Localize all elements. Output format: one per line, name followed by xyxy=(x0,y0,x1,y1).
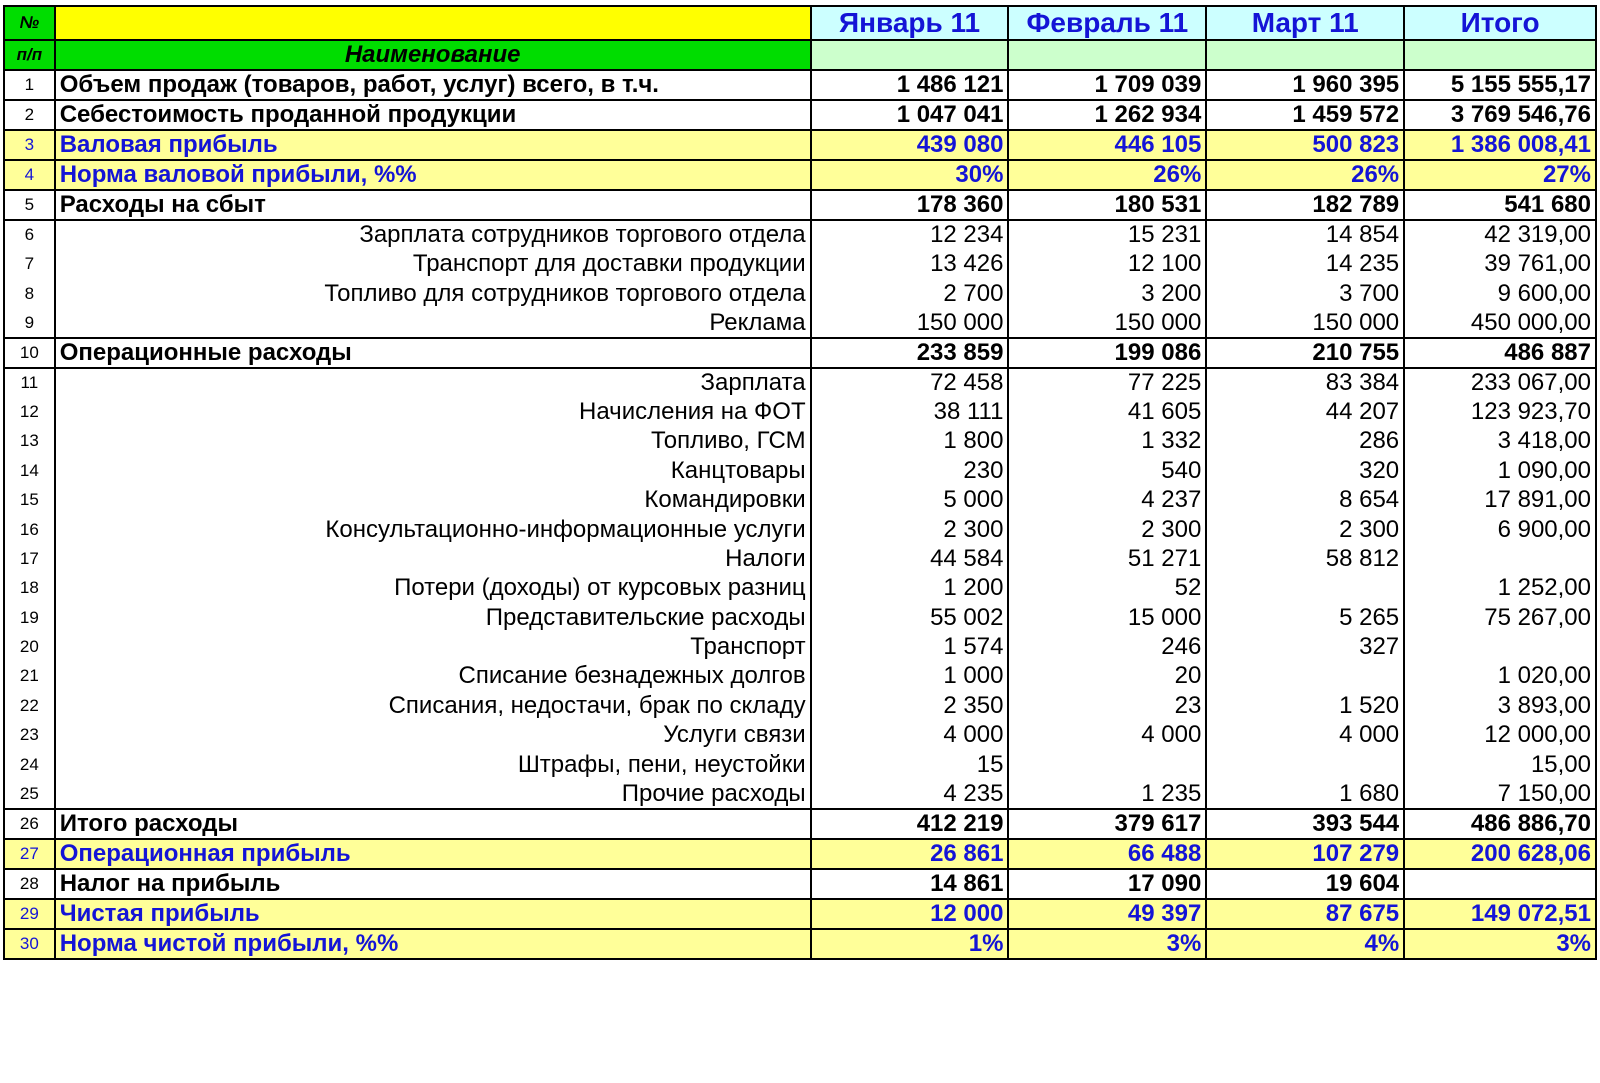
value-total[interactable]: 3 893,00 xyxy=(1404,691,1596,720)
row-name[interactable]: Чистая прибыль xyxy=(55,899,811,929)
value-feb[interactable]: 4 000 xyxy=(1008,721,1206,750)
row-name[interactable]: Начисления на ФОТ xyxy=(55,397,811,426)
row-name[interactable]: Топливо, ГСМ xyxy=(55,427,811,456)
row-number[interactable]: 28 xyxy=(4,869,55,899)
row-name[interactable]: Операционные расходы xyxy=(55,338,811,368)
row-number[interactable]: 15 xyxy=(4,485,55,514)
value-jan[interactable]: 439 080 xyxy=(811,130,1009,160)
row-name[interactable]: Зарплата сотрудников торгового отдела xyxy=(55,220,811,250)
value-feb[interactable]: 52 xyxy=(1008,574,1206,603)
table-row xyxy=(4,160,1596,190)
row-name[interactable]: Валовая прибыль xyxy=(55,130,811,160)
num-header-top[interactable]: № xyxy=(4,6,55,40)
row-number[interactable]: 14 xyxy=(4,456,55,485)
row-name[interactable]: Расходы на сбыт xyxy=(55,190,811,220)
value-total[interactable]: 9 600,00 xyxy=(1404,279,1596,308)
value-mar[interactable]: 4% xyxy=(1206,929,1404,959)
value-feb[interactable]: 446 105 xyxy=(1008,130,1206,160)
row-name[interactable]: Норма валовой прибыли, %% xyxy=(55,160,811,190)
row-name[interactable]: Прочие расходы xyxy=(55,779,811,809)
value-feb[interactable]: 4 237 xyxy=(1008,485,1206,514)
table-row xyxy=(4,190,1596,220)
row-number[interactable]: 18 xyxy=(4,574,55,603)
table-row xyxy=(4,632,1596,661)
row-number[interactable]: 1 xyxy=(4,70,55,100)
row-name[interactable]: Списания, недостачи, брак по складу xyxy=(55,691,811,720)
value-total[interactable]: 233 067,00 xyxy=(1404,368,1596,398)
value-mar[interactable]: 286 xyxy=(1206,427,1404,456)
value-mar[interactable]: 8 654 xyxy=(1206,485,1404,514)
value-total[interactable]: 6 900,00 xyxy=(1404,515,1596,544)
row-name[interactable]: Консультационно-информационные услуги xyxy=(55,515,811,544)
value-total[interactable]: 42 319,00 xyxy=(1404,220,1596,250)
row-number[interactable]: 2 xyxy=(4,100,55,130)
value-jan[interactable]: 13 426 xyxy=(811,250,1009,279)
table-row xyxy=(4,899,1596,929)
value-mar[interactable]: 19 604 xyxy=(1206,869,1404,899)
row-number[interactable]: 6 xyxy=(4,220,55,250)
value-feb[interactable]: 15 231 xyxy=(1008,220,1206,250)
value-jan[interactable]: 1 047 041 xyxy=(811,100,1009,130)
row-name[interactable]: Итого расходы xyxy=(55,809,811,839)
row-number[interactable]: 7 xyxy=(4,250,55,279)
row-number[interactable]: 4 xyxy=(4,160,55,190)
row-name[interactable]: Списание безнадежных долгов xyxy=(55,662,811,691)
value-mar[interactable]: 83 384 xyxy=(1206,368,1404,398)
value-feb[interactable]: 540 xyxy=(1008,456,1206,485)
table-row xyxy=(4,397,1596,426)
row-number[interactable]: 22 xyxy=(4,691,55,720)
table-row xyxy=(4,662,1596,691)
value-mar[interactable]: 44 207 xyxy=(1206,397,1404,426)
value-mar[interactable]: 1 680 xyxy=(1206,779,1404,809)
value-total[interactable]: 3% xyxy=(1404,929,1596,959)
value-jan[interactable]: 2 700 xyxy=(811,279,1009,308)
value-feb[interactable]: 23 xyxy=(1008,691,1206,720)
row-name[interactable]: Налоги xyxy=(55,544,811,573)
value-total[interactable]: 486 886,70 xyxy=(1404,809,1596,839)
row-number[interactable]: 11 xyxy=(4,368,55,398)
value-feb[interactable]: 150 000 xyxy=(1008,308,1206,338)
value-total[interactable]: 15,00 xyxy=(1404,750,1596,779)
row-name[interactable]: Транспорт для доставки продукции xyxy=(55,250,811,279)
value-total[interactable]: 3 769 546,76 xyxy=(1404,100,1596,130)
table-row xyxy=(4,574,1596,603)
value-mar[interactable]: 14 854 xyxy=(1206,220,1404,250)
row-number[interactable]: 5 xyxy=(4,190,55,220)
row-name[interactable]: Операционная прибыль xyxy=(55,839,811,869)
row-name[interactable]: Себестоимость проданной продукции xyxy=(55,100,811,130)
value-jan[interactable]: 1 000 xyxy=(811,662,1009,691)
value-feb[interactable]: 246 xyxy=(1008,632,1206,661)
row-name[interactable]: Норма чистой прибыли, %% xyxy=(55,929,811,959)
name-header[interactable]: Наименование xyxy=(55,40,811,70)
row-number[interactable]: 23 xyxy=(4,721,55,750)
value-jan[interactable]: 1 200 xyxy=(811,574,1009,603)
month-subheader-mar[interactable] xyxy=(1206,40,1404,70)
table-row xyxy=(4,70,1596,100)
row-name[interactable]: Канцтовары xyxy=(55,456,811,485)
value-jan[interactable]: 30% xyxy=(811,160,1009,190)
row-number[interactable]: 3 xyxy=(4,130,55,160)
value-mar[interactable]: 58 812 xyxy=(1206,544,1404,573)
row-number[interactable]: 29 xyxy=(4,899,55,929)
month-header-feb[interactable]: Февраль 11 xyxy=(1008,6,1206,40)
value-feb[interactable]: 3% xyxy=(1008,929,1206,959)
value-mar[interactable]: 1 459 572 xyxy=(1206,100,1404,130)
name-header-top[interactable] xyxy=(55,6,811,40)
value-total[interactable]: 27% xyxy=(1404,160,1596,190)
row-name[interactable]: Транспорт xyxy=(55,632,811,661)
table-row xyxy=(4,368,1596,398)
row-number[interactable]: 13 xyxy=(4,427,55,456)
table-row xyxy=(4,869,1596,899)
month-header-mar[interactable]: Март 11 xyxy=(1206,6,1404,40)
table-row xyxy=(4,515,1596,544)
row-number[interactable]: 10 xyxy=(4,338,55,368)
table-row xyxy=(4,691,1596,720)
row-number[interactable]: 24 xyxy=(4,750,55,779)
row-number[interactable]: 17 xyxy=(4,544,55,573)
value-total[interactable]: 3 418,00 xyxy=(1404,427,1596,456)
table-row xyxy=(4,809,1596,839)
value-jan[interactable]: 4 000 xyxy=(811,721,1009,750)
value-feb[interactable] xyxy=(1008,750,1206,779)
row-number[interactable]: 20 xyxy=(4,632,55,661)
total-subheader[interactable] xyxy=(1404,40,1596,70)
value-mar[interactable] xyxy=(1206,750,1404,779)
value-total[interactable]: 17 891,00 xyxy=(1404,485,1596,514)
value-feb[interactable]: 26% xyxy=(1008,160,1206,190)
value-mar[interactable]: 1 520 xyxy=(1206,691,1404,720)
table-row xyxy=(4,603,1596,632)
value-total[interactable]: 1 252,00 xyxy=(1404,574,1596,603)
value-jan[interactable]: 5 000 xyxy=(811,485,1009,514)
value-total[interactable]: 486 887 xyxy=(1404,338,1596,368)
table-row xyxy=(4,130,1596,160)
row-number[interactable]: 8 xyxy=(4,279,55,308)
row-number[interactable]: 21 xyxy=(4,662,55,691)
value-feb[interactable]: 1 332 xyxy=(1008,427,1206,456)
row-number[interactable]: 26 xyxy=(4,809,55,839)
value-total[interactable] xyxy=(1404,544,1596,573)
value-jan[interactable]: 1 800 xyxy=(811,427,1009,456)
value-feb[interactable]: 51 271 xyxy=(1008,544,1206,573)
value-mar[interactable]: 107 279 xyxy=(1206,839,1404,869)
value-feb[interactable]: 20 xyxy=(1008,662,1206,691)
table-row xyxy=(4,721,1596,750)
header-row-top xyxy=(4,6,1596,40)
value-total[interactable]: 12 000,00 xyxy=(1404,721,1596,750)
value-jan[interactable]: 26 861 xyxy=(811,839,1009,869)
row-number[interactable]: 16 xyxy=(4,515,55,544)
value-feb[interactable]: 199 086 xyxy=(1008,338,1206,368)
row-number[interactable]: 30 xyxy=(4,929,55,959)
value-mar[interactable]: 393 544 xyxy=(1206,809,1404,839)
value-jan[interactable]: 2 350 xyxy=(811,691,1009,720)
value-mar[interactable] xyxy=(1206,574,1404,603)
value-jan[interactable]: 12 000 xyxy=(811,899,1009,929)
value-total[interactable]: 1 020,00 xyxy=(1404,662,1596,691)
value-mar[interactable]: 26% xyxy=(1206,160,1404,190)
num-header-bottom[interactable]: п/п xyxy=(4,40,55,70)
row-number[interactable]: 19 xyxy=(4,603,55,632)
header-row-bottom xyxy=(4,40,1596,70)
value-mar[interactable]: 150 000 xyxy=(1206,308,1404,338)
value-mar[interactable]: 3 700 xyxy=(1206,279,1404,308)
row-number[interactable]: 25 xyxy=(4,779,55,809)
value-feb[interactable]: 41 605 xyxy=(1008,397,1206,426)
value-total[interactable]: 123 923,70 xyxy=(1404,397,1596,426)
value-total[interactable]: 541 680 xyxy=(1404,190,1596,220)
value-total[interactable]: 5 155 555,17 xyxy=(1404,70,1596,100)
value-mar[interactable]: 327 xyxy=(1206,632,1404,661)
row-name[interactable]: Реклама xyxy=(55,308,811,338)
value-mar[interactable]: 2 300 xyxy=(1206,515,1404,544)
table-row xyxy=(4,338,1596,368)
total-header[interactable]: Итого xyxy=(1404,6,1596,40)
table-row xyxy=(4,220,1596,250)
value-jan[interactable]: 1 486 121 xyxy=(811,70,1009,100)
table-row xyxy=(4,427,1596,456)
table-row xyxy=(4,544,1596,573)
value-feb[interactable]: 12 100 xyxy=(1008,250,1206,279)
value-jan[interactable]: 150 000 xyxy=(811,308,1009,338)
value-jan[interactable]: 412 219 xyxy=(811,809,1009,839)
value-feb[interactable]: 180 531 xyxy=(1008,190,1206,220)
value-feb[interactable]: 1 709 039 xyxy=(1008,70,1206,100)
value-jan[interactable]: 14 861 xyxy=(811,869,1009,899)
table-row xyxy=(4,929,1596,959)
value-jan[interactable]: 72 458 xyxy=(811,368,1009,398)
month-subheader-feb[interactable] xyxy=(1008,40,1206,70)
value-feb[interactable]: 3 200 xyxy=(1008,279,1206,308)
value-feb[interactable]: 17 090 xyxy=(1008,869,1206,899)
value-jan[interactable]: 2 300 xyxy=(811,515,1009,544)
value-feb[interactable]: 1 235 xyxy=(1008,779,1206,809)
value-jan[interactable]: 1% xyxy=(811,929,1009,959)
table-row xyxy=(4,779,1596,809)
table-row xyxy=(4,839,1596,869)
value-jan[interactable]: 233 859 xyxy=(811,338,1009,368)
row-name[interactable]: Услуги связи xyxy=(55,721,811,750)
value-jan[interactable]: 4 235 xyxy=(811,779,1009,809)
value-total[interactable]: 450 000,00 xyxy=(1404,308,1596,338)
table-row xyxy=(4,485,1596,514)
value-feb[interactable]: 1 262 934 xyxy=(1008,100,1206,130)
value-mar[interactable]: 14 235 xyxy=(1206,250,1404,279)
row-name[interactable]: Представительские расходы xyxy=(55,603,811,632)
table-row xyxy=(4,100,1596,130)
value-jan[interactable]: 12 234 xyxy=(811,220,1009,250)
value-mar[interactable]: 4 000 xyxy=(1206,721,1404,750)
value-total[interactable]: 1 386 008,41 xyxy=(1404,130,1596,160)
value-jan[interactable]: 1 574 xyxy=(811,632,1009,661)
value-mar[interactable]: 5 265 xyxy=(1206,603,1404,632)
report-table xyxy=(3,5,1597,960)
table-row xyxy=(4,250,1596,279)
value-total[interactable] xyxy=(1404,869,1596,899)
table-row xyxy=(4,456,1596,485)
row-number[interactable]: 9 xyxy=(4,308,55,338)
value-total[interactable]: 7 150,00 xyxy=(1404,779,1596,809)
value-feb[interactable]: 66 488 xyxy=(1008,839,1206,869)
row-number[interactable]: 12 xyxy=(4,397,55,426)
row-name[interactable]: Командировки xyxy=(55,485,811,514)
row-name[interactable]: Штрафы, пени, неустойки xyxy=(55,750,811,779)
value-mar[interactable]: 500 823 xyxy=(1206,130,1404,160)
value-total[interactable]: 200 628,06 xyxy=(1404,839,1596,869)
row-name[interactable]: Топливо для сотрудников торгового отдела xyxy=(55,279,811,308)
value-total[interactable]: 149 072,51 xyxy=(1404,899,1596,929)
value-total[interactable]: 39 761,00 xyxy=(1404,250,1596,279)
row-name[interactable]: Налог на прибыль xyxy=(55,869,811,899)
table-row xyxy=(4,308,1596,338)
value-jan[interactable]: 38 111 xyxy=(811,397,1009,426)
value-jan[interactable]: 15 xyxy=(811,750,1009,779)
value-feb[interactable]: 379 617 xyxy=(1008,809,1206,839)
value-feb[interactable]: 49 397 xyxy=(1008,899,1206,929)
value-total[interactable] xyxy=(1404,632,1596,661)
row-number[interactable]: 27 xyxy=(4,839,55,869)
value-jan[interactable]: 44 584 xyxy=(811,544,1009,573)
month-header-jan[interactable]: Январь 11 xyxy=(811,6,1009,40)
value-jan[interactable]: 230 xyxy=(811,456,1009,485)
value-total[interactable]: 1 090,00 xyxy=(1404,456,1596,485)
value-mar[interactable]: 210 755 xyxy=(1206,338,1404,368)
value-total[interactable]: 75 267,00 xyxy=(1404,603,1596,632)
value-mar[interactable]: 1 960 395 xyxy=(1206,70,1404,100)
row-name[interactable]: Зарплата xyxy=(55,368,811,398)
table-row xyxy=(4,750,1596,779)
value-mar[interactable]: 182 789 xyxy=(1206,190,1404,220)
value-feb[interactable]: 2 300 xyxy=(1008,515,1206,544)
month-subheader-jan[interactable] xyxy=(811,40,1009,70)
table-row xyxy=(4,279,1596,308)
row-name[interactable]: Потери (доходы) от курсовых разниц xyxy=(55,574,811,603)
value-mar[interactable] xyxy=(1206,662,1404,691)
value-mar[interactable]: 87 675 xyxy=(1206,899,1404,929)
row-name[interactable]: Объем продаж (товаров, работ, услуг) всего, в т.ч. xyxy=(55,70,811,100)
value-mar[interactable]: 320 xyxy=(1206,456,1404,485)
value-jan[interactable]: 55 002 xyxy=(811,603,1009,632)
value-feb[interactable]: 15 000 xyxy=(1008,603,1206,632)
value-feb[interactable]: 77 225 xyxy=(1008,368,1206,398)
value-jan[interactable]: 178 360 xyxy=(811,190,1009,220)
